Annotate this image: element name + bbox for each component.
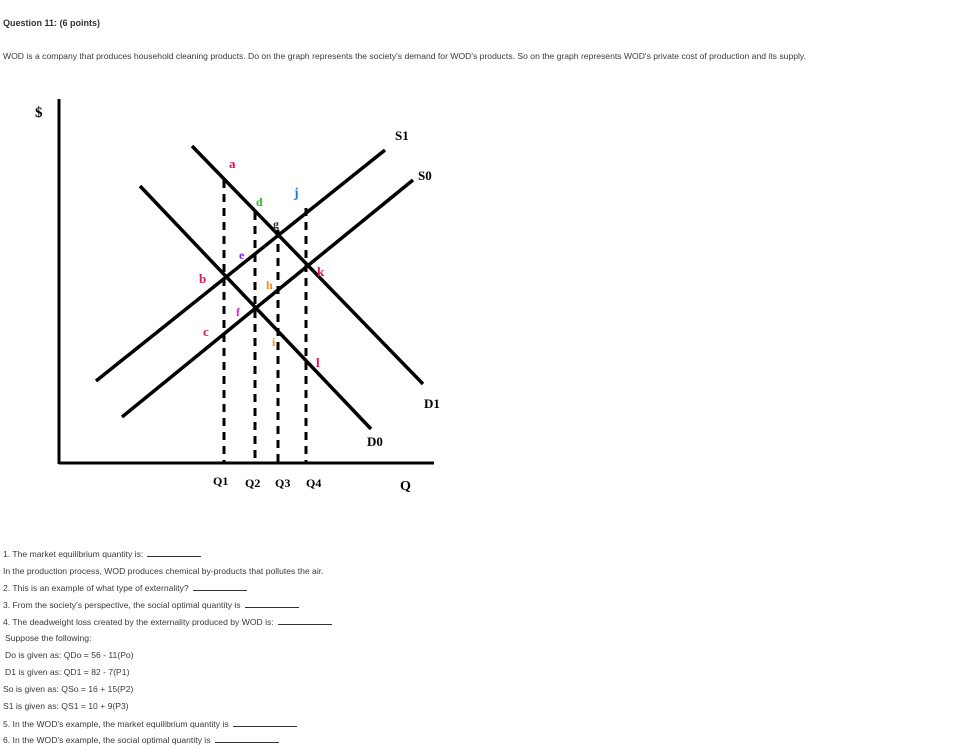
q3-label: Q3: [275, 476, 291, 490]
area-label-f: f: [236, 305, 240, 319]
area-label-g: g: [273, 217, 279, 231]
d1-label: D1: [424, 396, 440, 411]
question-3-text: 3. From the society's perspective, the social optimal quantity is: [3, 600, 241, 610]
question-2: [3, 582, 247, 593]
question-4: [3, 616, 332, 627]
question-5-text: 5. In the WOD's example, the market equilibrium quantity is: [3, 719, 229, 729]
area-label-c: c: [203, 324, 209, 339]
area-label-e: e: [239, 248, 245, 262]
question-5: [3, 718, 297, 729]
q1-label: Q1: [213, 474, 229, 488]
answer-blank-3[interactable]: [245, 599, 299, 608]
question-intro: WOD is a company that produces household cleaning products. Do on the graph represents the society's demand for WOD's products. So on the graph represents WOD's private cost of production and its supply.: [3, 51, 806, 61]
q2-label: Q2: [245, 476, 261, 490]
question-1: [3, 548, 201, 559]
answer-blank-4[interactable]: [278, 616, 332, 625]
answer-blank-2[interactable]: [193, 582, 247, 591]
s0-label: S0: [418, 168, 432, 183]
answer-blank-1[interactable]: [147, 548, 201, 557]
question-3: [3, 599, 299, 610]
y-axis-label: $: [35, 105, 43, 121]
area-label-i: i: [272, 335, 276, 349]
area-label-a: a: [229, 156, 236, 171]
area-label-b: b: [199, 271, 207, 286]
question-4-text: 4. The deadweight loss created by the externality produced by WOD is:: [3, 617, 274, 627]
answer-blank-6[interactable]: [215, 734, 279, 743]
question-2-text: 2. This is an example of what type of externality?: [3, 583, 189, 593]
s1-curve: [96, 150, 385, 381]
x-axis-label: Q: [400, 479, 411, 494]
question-6: [3, 734, 279, 745]
d0-label: D0: [367, 434, 383, 449]
question-1-text: 1. The market equilibrium quantity is:: [3, 549, 144, 559]
q4-label: Q4: [306, 476, 322, 490]
s1-label: S1: [395, 128, 409, 143]
question-title: Question 11: (6 points): [3, 18, 101, 28]
area-label-k: k: [317, 264, 325, 279]
area-label-h: h: [266, 278, 273, 292]
area-label-l: l: [316, 355, 320, 370]
equation-s0: So is given as: QSo = 16 + 15(P2): [3, 684, 134, 694]
equation-d1: D1 is given as: QD1 = 82 - 7(P1): [5, 667, 130, 677]
pollution-note: In the production process, WOD produces chemical by-products that pollutes the air.: [3, 566, 324, 576]
area-label-d: d: [256, 195, 263, 209]
equation-d0: Do is given as: QDo = 56 - 11(Po): [5, 650, 134, 660]
question-6-text: 6. In the WOD's example, the social optimal quantity is: [3, 735, 211, 745]
answer-blank-5[interactable]: [233, 718, 297, 727]
suppose-heading: Suppose the following:: [5, 633, 92, 643]
equation-s1: S1 is given as: QS1 = 10 + 9(P3): [3, 701, 129, 711]
area-label-j: j: [294, 186, 299, 201]
s0-curve: [122, 180, 413, 417]
